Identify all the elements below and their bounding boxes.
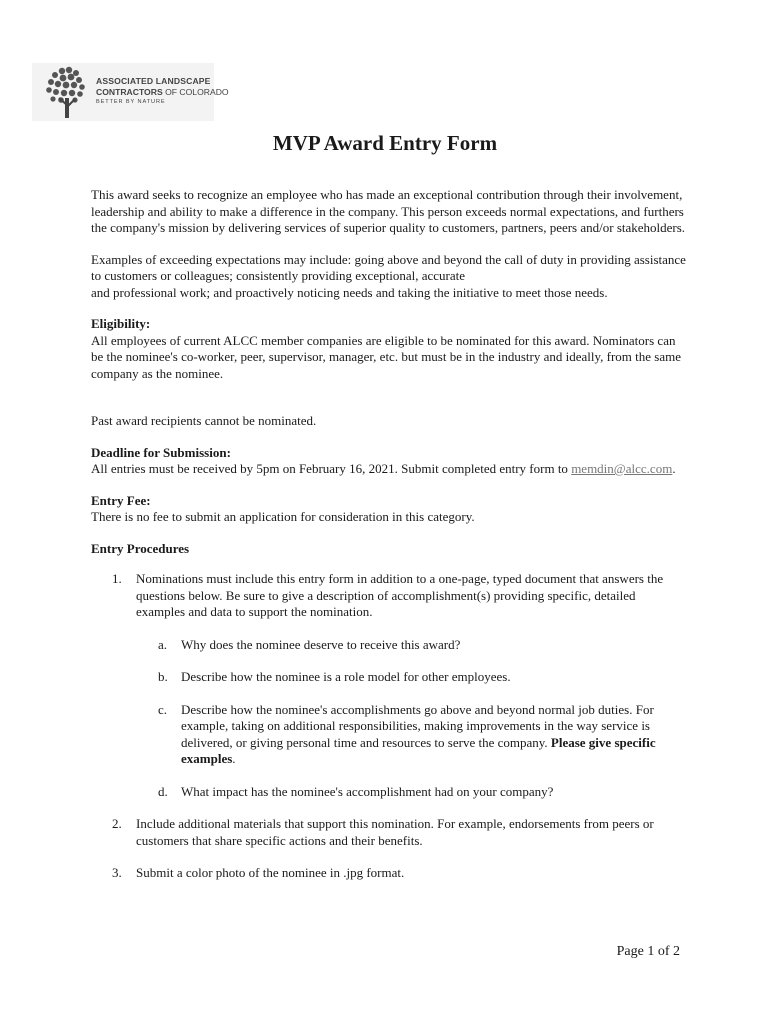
past-recipients-note: Past award recipients cannot be nominated. (91, 413, 317, 428)
logo-line1: ASSOCIATED LANDSCAPE (96, 76, 211, 86)
form-body (91, 187, 686, 882)
list-item: 1. Nominations must include this entry form in addition to a one-page, typed document that answers the questions below. Be sure to give a description of accomplishment(s) providing specific, detailed examples and data to support the nomination. a. Why does the nominee deserve to receive this award? b. Describe how the nominee is a role model for other employees. c. Describe how the nominee's accomplishments go above and beyond normal job duties. For example, taking on additional responsibilities, making improvements in the way service is delivered, or giving personal time and resources to serve the company. Please give specific examples. d. What impact has the nominee's accomplishment had on your company? (91, 571, 686, 800)
list-item: a. Why does the nominee deserve to receive this award? (158, 636, 461, 652)
procedures-heading: Entry Procedures (91, 540, 190, 556)
tree-icon (42, 65, 94, 121)
deadline-heading: Deadline for Submission: (91, 444, 231, 460)
list-item: d. What impact has the nominee's accomplishment had on your company? (158, 783, 554, 799)
deadline-text: All entries must be received by 5pm on February 16, 2021. Submit completed entry form to memdin@alcc.com. (91, 461, 676, 476)
procedures-list (91, 571, 686, 882)
list-item: c. Describe how the nominee's accomplishments go above and beyond normal job duties. For example, taking on additional responsibilities, making improvements in the way service is delivered, or giving personal time and resources to serve the company. Please give specific examples. (158, 701, 656, 766)
page-number: Page 1 of 2 (616, 944, 680, 959)
page-title: MVP Award Entry Form (272, 131, 498, 155)
logo-line2: CONTRACTORS OF COLORADO (96, 87, 229, 97)
list-item: 3. Submit a color photo of the nominee in .jpg format. (112, 865, 405, 880)
fee-heading: Entry Fee: (91, 492, 151, 508)
questions-list (136, 637, 686, 801)
eligibility-heading: Eligibility: (91, 316, 151, 331)
fee-text: There is no fee to submit an application for consideration in this category. (91, 509, 475, 524)
eligibility-text: All employees of current ALCC member companies are eligible to be nominated for this award. Nominators can be the nominee's co-worker, peer, supervisor, manager, etc. but must be in the industry and ideally, from the same company as the nominee. (91, 332, 682, 381)
intro-paragraph: This award seeks to recognize an employee who has made an exceptional contribution through their involvement, leadership and ability to make a difference in the company. This person exceeds normal expectations, and furthers the company's mission by delivering services of superior quality to customers, partners, peers and/or stakeholders. (91, 187, 686, 235)
alcc-logo (32, 63, 229, 121)
logo-tagline: BETTER BY NATURE (96, 99, 166, 105)
email-link[interactable]: memdin@alcc.com (571, 461, 673, 476)
examples-paragraph: Examples of exceeding expectations may include: going above and beyond the call of duty in providing assistance to customers or colleagues; consistently providing exceptional, accurate and professional work; and proactively noticing needs and taking the initiative to meet those needs. (91, 251, 686, 300)
list-item: 2. Include additional materials that support this nomination. For example, endorsements from peers or customers that share specific actions and their benefits. (112, 816, 654, 848)
list-item: b. Describe how the nominee is a role model for other employees. (158, 669, 511, 684)
